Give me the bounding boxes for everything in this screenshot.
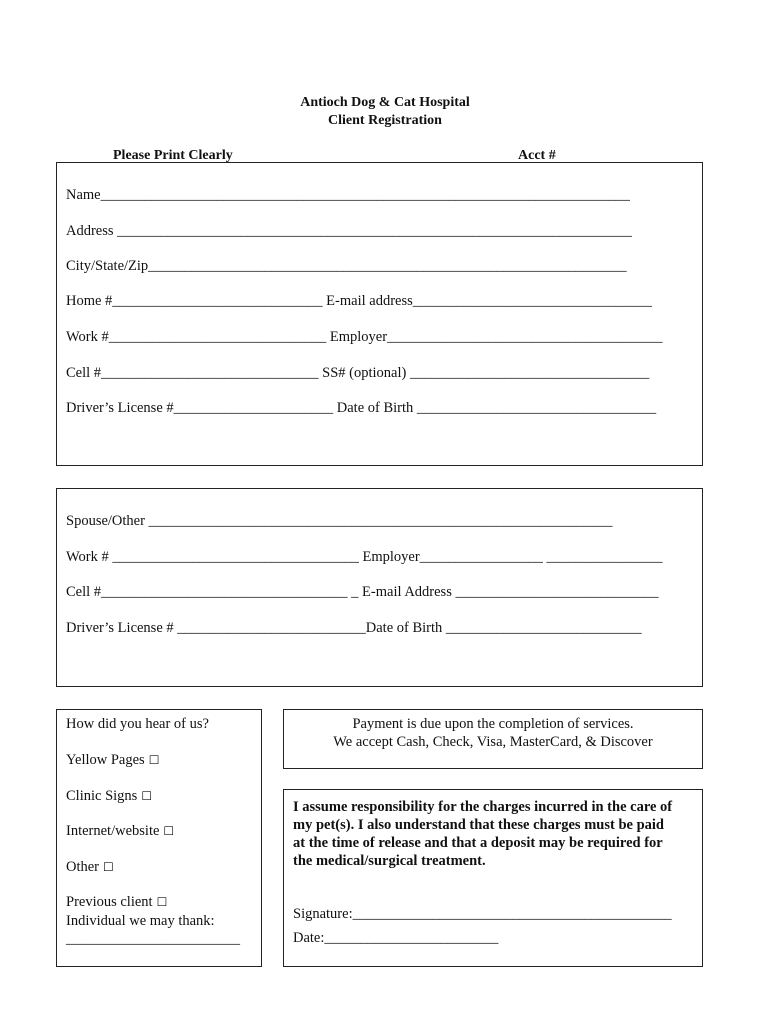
payment-terms: Payment is due upon the completion of services. (352, 716, 634, 732)
license-dob-field[interactable]: Driver’s License #______________________ Date of Birth _________________________________ (66, 400, 657, 416)
option-label: Internet/website (66, 823, 160, 839)
client-info-box (56, 162, 703, 466)
date-field[interactable]: Date:________________________ (293, 930, 499, 946)
checkbox-icon[interactable]: ☐ (141, 789, 153, 803)
print-clearly-label: Please Print Clearly (113, 148, 233, 163)
responsibility-line: I assume responsibility for the charges incurred in the care of (293, 799, 673, 815)
home-email-field[interactable]: Home #_____________________________ E-mail address_________________________________ (66, 293, 653, 309)
checkbox-icon[interactable]: ☐ (103, 860, 114, 874)
responsibility-line: the medical/surgical treatment. (293, 853, 486, 869)
thank-field[interactable]: ________________________ (66, 931, 240, 947)
responsibility-line: at the time of release and that a deposit may be required for (293, 835, 663, 851)
checkbox-icon[interactable]: ☐ (156, 895, 168, 909)
spouse-name-field[interactable]: Spouse/Other ________________________________________________________________ (66, 513, 613, 529)
responsibility-box (283, 789, 703, 967)
payment-methods: We accept Cash, Check, Visa, MasterCard, & Discover (333, 734, 653, 750)
name-field[interactable]: Name_________________________________________________________________________ (66, 187, 630, 203)
payment-box (283, 709, 703, 769)
thank-label: Individual we may thank: (66, 913, 215, 929)
spouse-cell-field[interactable]: Cell #__________________________________ _ E-mail Address ____________________________ (66, 584, 659, 600)
spouse-work-field[interactable]: Work # __________________________________ Employer_________________ ________________ (66, 549, 663, 565)
spouse-info-box (56, 488, 703, 687)
option-label: Previous client (66, 894, 153, 910)
hospital-name: Antioch Dog & Cat Hospital (300, 95, 470, 110)
city-state-zip-field[interactable]: City/State/Zip__________________________________________________________________ (66, 258, 627, 274)
option-previous-client[interactable] (66, 894, 167, 911)
spouse-license-field[interactable]: Driver’s License # __________________________Date of Birth ___________________________ (66, 620, 642, 636)
option-internet[interactable] (66, 823, 174, 840)
option-yellow-pages[interactable] (66, 752, 159, 769)
responsibility-line: my pet(s). I also understand that these charges must be paid (293, 817, 664, 833)
option-label: Clinic Signs (66, 788, 138, 804)
acct-label: Acct # (518, 148, 556, 163)
option-clinic-signs[interactable] (66, 788, 152, 805)
option-label: Yellow Pages (66, 752, 145, 768)
cell-ssn-field[interactable]: Cell #______________________________ SS# (optional) _________________________________ (66, 365, 650, 381)
address-field[interactable]: Address _______________________________________________________________________ (66, 223, 632, 239)
referral-question: How did you hear of us? (66, 716, 209, 732)
checkbox-icon[interactable]: ☐ (163, 824, 175, 838)
option-other[interactable] (66, 859, 114, 876)
form-title: Client Registration (328, 113, 442, 128)
signature-field[interactable]: Signature:____________________________________________ (293, 906, 672, 922)
checkbox-icon[interactable]: ☐ (148, 753, 160, 767)
referral-box (56, 709, 262, 967)
work-employer-field[interactable]: Work #______________________________ Employer______________________________________ (66, 329, 663, 345)
option-label: Other (66, 859, 100, 875)
